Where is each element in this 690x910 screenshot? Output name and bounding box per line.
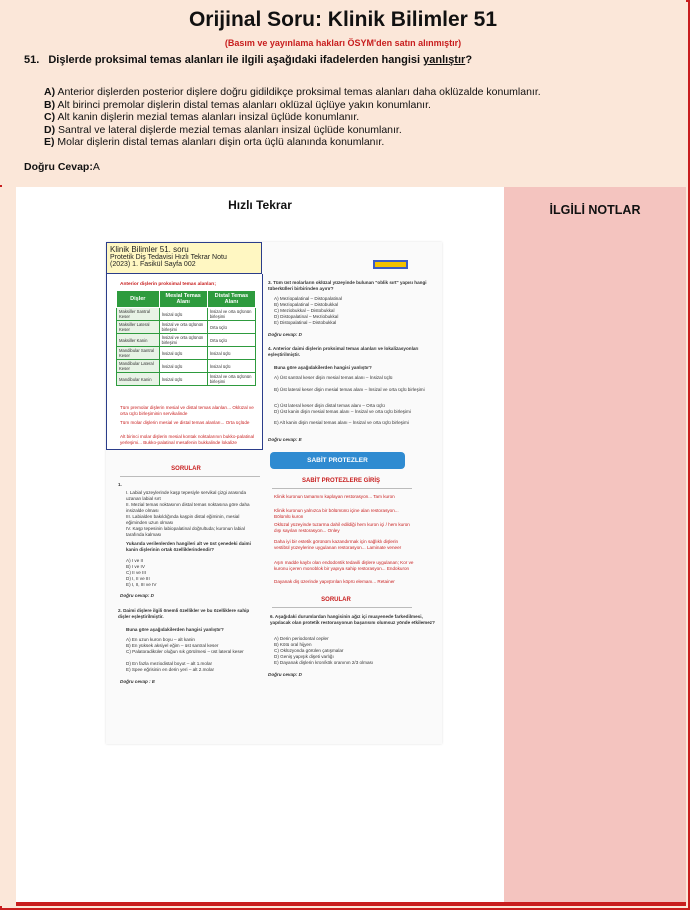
question-underlined-word: yanlıştır: [423, 54, 466, 66]
q1-option: A) I ve II: [126, 558, 144, 563]
note-molar: Tüm molar dişlerin mesial ve distal temas alanları... Orta üçlüde: [120, 420, 250, 425]
option-text: Alt kanin dişlerin mezial temas alanları insizal üçlüde konumlanır.: [57, 111, 360, 123]
table-cell: İnsizal üçlü: [159, 308, 207, 321]
q1-line: I. Labial yüzeylerinde kaşp tepesiyle servikal çizgi arasında uzanan labial sırt: [126, 490, 247, 501]
fixed-intro-heading: SABİT PROTEZLERE GİRİŞ: [301, 478, 380, 484]
questions-heading-right: SORULAR: [321, 597, 351, 603]
question-stem: [24, 54, 472, 66]
source-note-line2: Protetik Diş Tedavisi Hızlı Tekrar Notu: [110, 254, 227, 261]
q1-number: 1.: [118, 482, 122, 487]
option-b[interactable]: [44, 99, 541, 112]
table-cell: İnsizal üçlü: [207, 360, 255, 373]
table-cell: İnsizal üçlü: [159, 347, 207, 360]
table-row: [117, 347, 256, 360]
table-header: Dişler: [117, 291, 160, 308]
q4-option: C) Üst lateral keser dişin distal temas alanı – Orta üçlü: [274, 403, 385, 408]
table-cell: İnsizal ve orta üçlünün birleşimi: [159, 321, 207, 334]
option-letter: A): [44, 86, 56, 98]
option-text: Alt birinci premolar dişlerin distal temas alanları oklüzal üçlüye yakın konumlanır.: [57, 98, 431, 111]
q2-sub: Buna göre aşağıdakilerden hangisi yanlıştır?: [126, 627, 224, 632]
fixed-prosthesis-banner: SABİT PROTEZLER: [270, 452, 405, 469]
correct-answer-label: Doğru Cevap:: [24, 161, 93, 173]
q1-line: III. Labialden bakıldığında kaşpin distal eğiminin, mesial eğiminden uzun olması: [126, 514, 240, 525]
table-header: Distal Temas Alanı: [207, 291, 255, 308]
intro-bullet: Oklüzal yüzeyinde tuzarma dahil edildiği hem kuron içi / hem kuron dışı sayılan restorasyon... Onley: [274, 522, 410, 533]
q6-option: C) Oklüzyonda görülen çatışmalar: [274, 648, 344, 653]
q4-title: 4. Anterior daimi dişlerin proksimal temas alanları ve lokalizasyonları eşleştirilmiştir.: [268, 346, 419, 357]
table-row: [117, 334, 256, 347]
intro-bullet: Daha iyi bir estetik görünüm kazandırmak için sağlıklı dişlerin vestibül yüzeylerine uygulanan restorasyon... Laminate veneer: [274, 539, 402, 550]
q2-option: A) En uzun kuron boyu – alt kanin: [126, 637, 195, 642]
option-text: Anterior dişlerden posterior dişlere doğru gidildikçe proksimal temas alanları daha oklüzalde konumlanır.: [57, 86, 541, 98]
table-row: [117, 373, 256, 386]
publisher-logo-accent: [375, 262, 406, 267]
option-letter: E): [44, 136, 55, 148]
q4-option: A) Üst santral keser dişin mesial temas alanı – İnsizal üçlü: [274, 375, 393, 380]
q6-option: D) Geniş yapışık dişeti varlığı: [274, 654, 334, 659]
table-cell: Maksiller Santral Keser: [117, 308, 160, 321]
correct-answer: [24, 161, 100, 173]
table-cell: Maksiller Kanin: [117, 334, 160, 347]
quick-review-heading: Hızlı Tekrar: [228, 198, 292, 212]
q1-line: II. Mezial temas noktasının distal temas noktasına göre daha insizalde olması: [126, 502, 250, 513]
correct-answer-value: A: [92, 161, 100, 173]
q1-line: IV. Kaşp tepesinin labiopalatinal doğrultuda; kuronun labial tarafında kalması: [126, 526, 245, 537]
q3-option: D) Distopalatinal – Meziobukkal: [274, 314, 339, 319]
q2-option: E) Spee eğrisinin en derin yeri – alt 2.molar: [126, 667, 215, 672]
source-note-line3: (2023) 1. Fasikül Sayfa 002: [110, 261, 196, 268]
intro-bullet: Klinik kuronun yalnızca bir bölümünü içine alan restorasyon... Bölümlü kuron: [274, 508, 399, 519]
table-row: [117, 321, 256, 334]
copyright-notice: (Basım ve yayınlama hakları ÖSYM'den satın alınmıştır): [224, 38, 462, 48]
q6-answer: Doğru cevap: D: [268, 672, 302, 677]
q1-option: E) I, II, III ve IV: [126, 582, 157, 587]
table-header: Mesial Temas Alanı: [159, 291, 207, 308]
q4-option: D) Üst kanin dişin mesial temas alanı – İnsizal ve orta üçlü birleşimi: [274, 409, 411, 414]
question-text: Dişlerde proksimal temas alanları ile ilgili aşağıdaki ifadelerden hangisi: [48, 54, 421, 66]
answer-options: [44, 86, 541, 149]
table-cell: Orta üçlü: [207, 334, 255, 347]
review-page-image: [106, 242, 442, 744]
option-c[interactable]: [44, 111, 541, 124]
question-mark: ?: [465, 54, 473, 66]
intro-bullet: Klinik kuronun tamamını kaplayan restorasyon... Tam kuron: [274, 494, 395, 499]
intro-bullet: Aşırı madde kaybı olan endodontik tedavili dişlere uygulanan; Kor ve kuronu içeren monoblok bir yapıya sahip restorasyon... Endokuron: [274, 560, 414, 571]
q4-option: B) Üst lateral keser dişin mesial temas alanı – İnsizal ve orta üçlü birleşimi: [274, 387, 425, 392]
table-cell: Orta üçlü: [207, 321, 255, 334]
question-number: 51.: [24, 54, 40, 66]
option-letter: C): [44, 111, 56, 123]
q2-option: B) En yüksek aksiyel eğim – üst santral keser: [126, 643, 219, 648]
table-cell: Mandibular Lateral Keser: [117, 360, 160, 373]
q1-option: C) II ve III: [126, 570, 146, 575]
option-e[interactable]: [44, 136, 541, 149]
q6-option: A) Derin periodontal cepler: [274, 636, 329, 641]
q3-title: 3. Tüm üst molarların oklüzal yüzeyinde bulunan "oblik sırt" yapısı hangi tüberkülleri birbirinden ayırır?: [268, 280, 427, 291]
q2-option: D) En fazla meziodistal boyut – alt 1.molar: [126, 661, 213, 666]
q1-sub: Yukarıda verilenlerden hangileri alt ve üst çenedeki daimi kanin dişlerinin ortak özelliklerindendir?: [126, 541, 251, 552]
source-note-line1: Klinik Bilimler 51. soru: [110, 245, 189, 254]
q3-option: E) Distopalatinal – Distobukkal: [274, 320, 337, 325]
q6-option: E) Dayanak dişlerin kron/kök oranının 2/3 olması: [274, 660, 374, 665]
table-cell: İnsizal üçlü: [159, 360, 207, 373]
note-premolar: Tüm premolar dişlerin mesial ve distal temas alanları... Oklüzal ve orta üçlü birleşiminin servikalinde: [120, 405, 254, 416]
option-text: Molar dişlerin distal temas alanları dişin orta üçlü alanında konumlanır.: [57, 136, 385, 148]
q4-answer: Doğru cevap: E: [268, 437, 302, 442]
q2-answer: Doğru cevap : E: [120, 679, 155, 684]
table-row: [117, 308, 256, 321]
table-cell: Mandibular Kanin: [117, 373, 160, 386]
option-letter: B): [44, 98, 56, 111]
left-margin: [0, 187, 16, 906]
contact-area-table: [116, 290, 256, 386]
note-first-molar: Alt birinci molar dişlerin mesial kontak noktalarının bukko-palatinal yerleşimi... Bukko-palatinal mesafenin bukkalinde lokalize: [120, 434, 255, 445]
related-notes-panel: [504, 187, 686, 906]
q2-option: C) Palatoradiküler oluğun sık görülmesi – üst lateral keser: [126, 649, 244, 654]
divider: [272, 607, 412, 608]
divider: [120, 476, 260, 477]
table-cell: İnsizal ve orta üçlünün birleşimi: [159, 334, 207, 347]
table-intro: Anterior dişlerin proksimal temas alanları;: [120, 282, 216, 287]
table-cell: Maksiller Lateral Keser: [117, 321, 160, 334]
q1-answer: Doğru cevap: D: [120, 593, 154, 598]
q3-option: B) Meziopalatinal – Distobukkal: [274, 302, 339, 307]
q1-option: B) I ve IV: [126, 564, 145, 569]
table-cell: İnsizal üçlü: [207, 347, 255, 360]
table-row: [117, 360, 256, 373]
questions-heading: SORULAR: [171, 466, 201, 472]
table-cell: İnsizal ve orta üçlünün birleşimi: [207, 373, 255, 386]
divider: [272, 488, 412, 489]
page-title: Orijinal Soru: Klinik Bilimler 51: [188, 8, 498, 31]
q1-option: D) I, II ve III: [126, 576, 150, 581]
q6-title: 6. Aşağıdaki durumlardan hangisinin ağız içi muayenede farkedilmesi, yapılacak olan protetik restorasyonun başarısını olumsuz yönde etkilemez?: [270, 614, 435, 625]
q2-title: 2. Daimi dişlere ilgili önemli özellikler ve bu özelliklere sahip dişler eşleştirilmiştir.: [118, 608, 250, 619]
table-cell: İnsizal üçlü: [159, 373, 207, 386]
source-note-box: [106, 242, 262, 274]
q3-option: C) Meziobukkal – Distobukkal: [274, 308, 335, 313]
table-cell: Mandibular Santral Keser: [117, 347, 160, 360]
q6-option: B) Kötü oral hijyen: [274, 642, 312, 647]
option-letter: D): [44, 123, 56, 136]
option-text: Santral ve lateral dişlerde mezial temas alanları insizal üçlüde konumlanır.: [58, 123, 402, 136]
q3-answer: Doğru cevap: D: [268, 332, 302, 337]
option-a[interactable]: [44, 86, 541, 99]
bottom-border: [16, 902, 686, 906]
option-d[interactable]: [44, 124, 541, 137]
q4-sub: Buna göre aşağıdakilerden hangisi yanlıştır?: [274, 365, 372, 370]
related-notes-heading: İLGİLİ NOTLAR: [549, 203, 641, 217]
q4-option: E) Alt kanin dişin mesial temas alanı – İnsizal ve orta üçlü birleşimi: [274, 420, 409, 425]
intro-bullet: Dayanak diş üzerinde yapıştırılan köprü elemanı... Retainer: [274, 579, 395, 584]
q3-option: A) Meziopalatinal – Distopalatinal: [274, 296, 342, 301]
question-header-area: [0, 0, 686, 185]
table-cell: İnsizal ve orta üçlünün birleşimi: [207, 308, 255, 321]
